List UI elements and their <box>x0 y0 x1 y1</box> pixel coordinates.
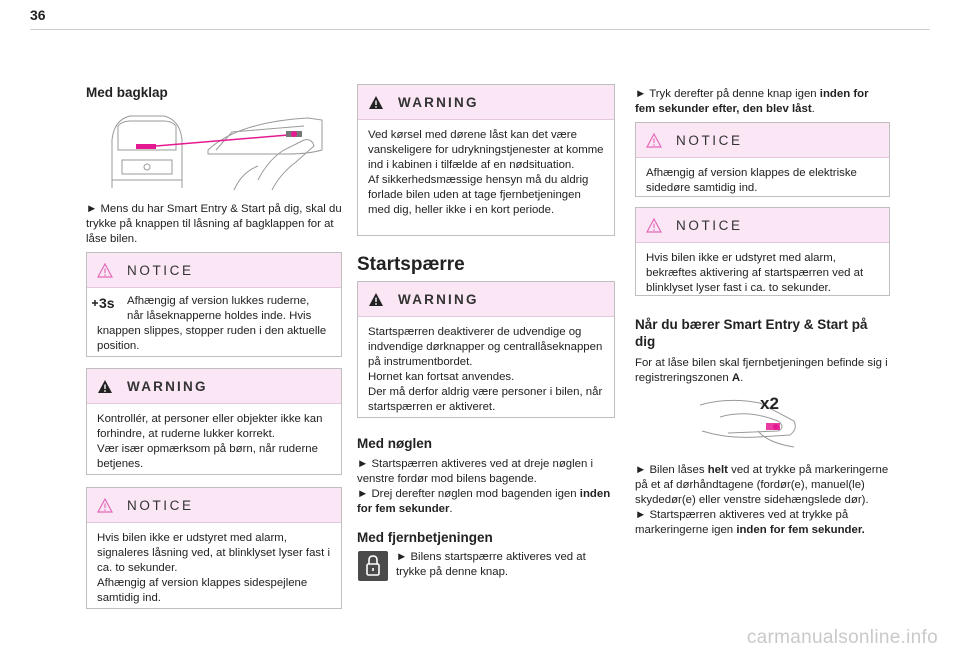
notice-windows-line2: når låseknapperne holdes inde. Hvis <box>127 310 312 322</box>
caution-icon <box>97 263 113 278</box>
notice-box-sidedoors <box>635 122 890 197</box>
notice-alarm-text2: Afhængig af version klappes sidespejlene samtidig ind. <box>97 577 308 604</box>
subheading-key: Med nøglen <box>357 436 432 451</box>
warning-deadlock-text1: Startspærren deaktiverer de udvendige og indvendige dørknapper og centrallåseknappen på instrumentbordet. <box>368 326 603 368</box>
key-instruction-1: ► Startspærren aktiveres ved at dreje nøglen i venstre fordør mod bilens bagende. <box>357 458 594 485</box>
caution-icon <box>646 218 662 233</box>
notice-label: NOTICE <box>676 217 743 233</box>
subheading-smart-entry: Når du bærer Smart Entry & Start på dig <box>635 317 868 349</box>
warning-label: WARNING <box>398 291 479 307</box>
notice-box-indicator <box>635 207 890 296</box>
warning-deadlock-text2: Hornet kan fortsat anvendes. <box>368 371 515 383</box>
header-divider <box>30 29 930 30</box>
notice-label: NOTICE <box>127 262 194 278</box>
warning-label: WARNING <box>127 378 208 394</box>
notice-box-windows <box>86 252 342 357</box>
caution-icon <box>646 133 662 148</box>
deadlock-instruction: ► Startspærren aktiveres ved at trykke på markeringerne igen inden for fem sekunder. <box>635 509 865 536</box>
notice-label: NOTICE <box>127 497 194 513</box>
notice-indicator-text: Hvis bilen ikke er udstyret med alarm, bekræftes aktivering af startspærren ved at blinklyset lyser fast i ca. to sekunder. <box>646 252 864 294</box>
hold-3s-icon <box>91 294 123 312</box>
section-heading-tailgate: Med bagklap <box>86 85 168 100</box>
warning-emergency-text1: Ved kørsel med dørene låst kan det være vanskeligere for udrykningstjenester at komme ind i kabinen i tilfælde af en nødsituation. <box>368 129 604 171</box>
remote-repeat-instruction: ► Tryk derefter på denne knap igen inden for fem sekunder efter, den blev låst. <box>635 88 869 115</box>
remote-instruction: ► Bilens startspærre aktiveres ved at trykke på denne knap. <box>396 551 586 578</box>
warning-windows-text2: Vær især opmærksom på børn, når ruderne betjenes. <box>97 443 318 470</box>
lock-instruction: ► Bilen låses helt ved at trykke på markeringerne på et af dørhåndtagene (fordør(e), manuel(le) skydedør(e) eller venstre sidehængslede dør). <box>635 464 889 506</box>
notice-windows-line1: Afhængig af version lukkes ruderne, <box>127 295 310 307</box>
warning-emergency-text2: Af sikkerhedsmæssige hensyn må du aldrig forlade bilen uden at tage fjernbetjeningen med dig, heller ikke i en kort periode. <box>368 174 589 216</box>
notice-windows-rest: knappen slippes, stopper ruden i den aktuelle position. <box>97 325 327 352</box>
page-number: 36 <box>30 7 46 23</box>
warning-box-emergency <box>357 84 615 236</box>
notice-sidedoors-text: Afhængig af version klappes de elektriske sidedøre samtidig ind. <box>646 167 857 194</box>
door-handle-illustration <box>698 391 810 453</box>
warning-icon <box>97 379 113 394</box>
caution-icon <box>97 498 113 513</box>
hold-3s-badge: 3s <box>99 295 115 311</box>
notice-alarm-text1: Hvis bilen ikke er udstyret med alarm, signaleres låsning ved, at blinklyset lyser fast i ca. to sekunder. <box>97 532 330 574</box>
notice-box-alarm <box>86 487 342 609</box>
subheading-remote: Med fjernbetjeningen <box>357 530 493 545</box>
warning-box-windows <box>86 368 342 475</box>
warning-box-deadlock <box>357 281 615 418</box>
watermark: carmanualsonline.info <box>746 627 938 648</box>
warning-windows-text1: Kontrollér, at personer eller objekter ikke kan forhindre, at ruderne lukker korrekt. <box>97 413 323 440</box>
warning-label: WARNING <box>398 94 479 110</box>
lock-button-icon <box>358 551 388 581</box>
tailgate-illustration <box>108 110 330 192</box>
section-title-deadlock: Startspærre <box>357 254 465 275</box>
notice-label: NOTICE <box>676 132 743 148</box>
tailgate-instruction: ► Mens du har Smart Entry & Start på dig, skal du trykke på knappen til låsning af bagklappen for at låse bilen. <box>86 203 342 245</box>
key-instruction-2: ► Drej derefter nøglen mod bagenden igen inden for fem sekunder. <box>357 488 611 515</box>
warning-icon <box>368 95 384 110</box>
left-column <box>86 84 342 101</box>
press-twice-badge: x2 <box>760 394 779 413</box>
warning-icon <box>368 292 384 307</box>
warning-deadlock-text3: Der må derfor aldrig være personer i bilen, når startspærren er aktiveret. <box>368 386 603 413</box>
smart-entry-zone: For at låse bilen skal fjernbetjeningen befinde sig i registreringszonen A. <box>635 357 888 384</box>
